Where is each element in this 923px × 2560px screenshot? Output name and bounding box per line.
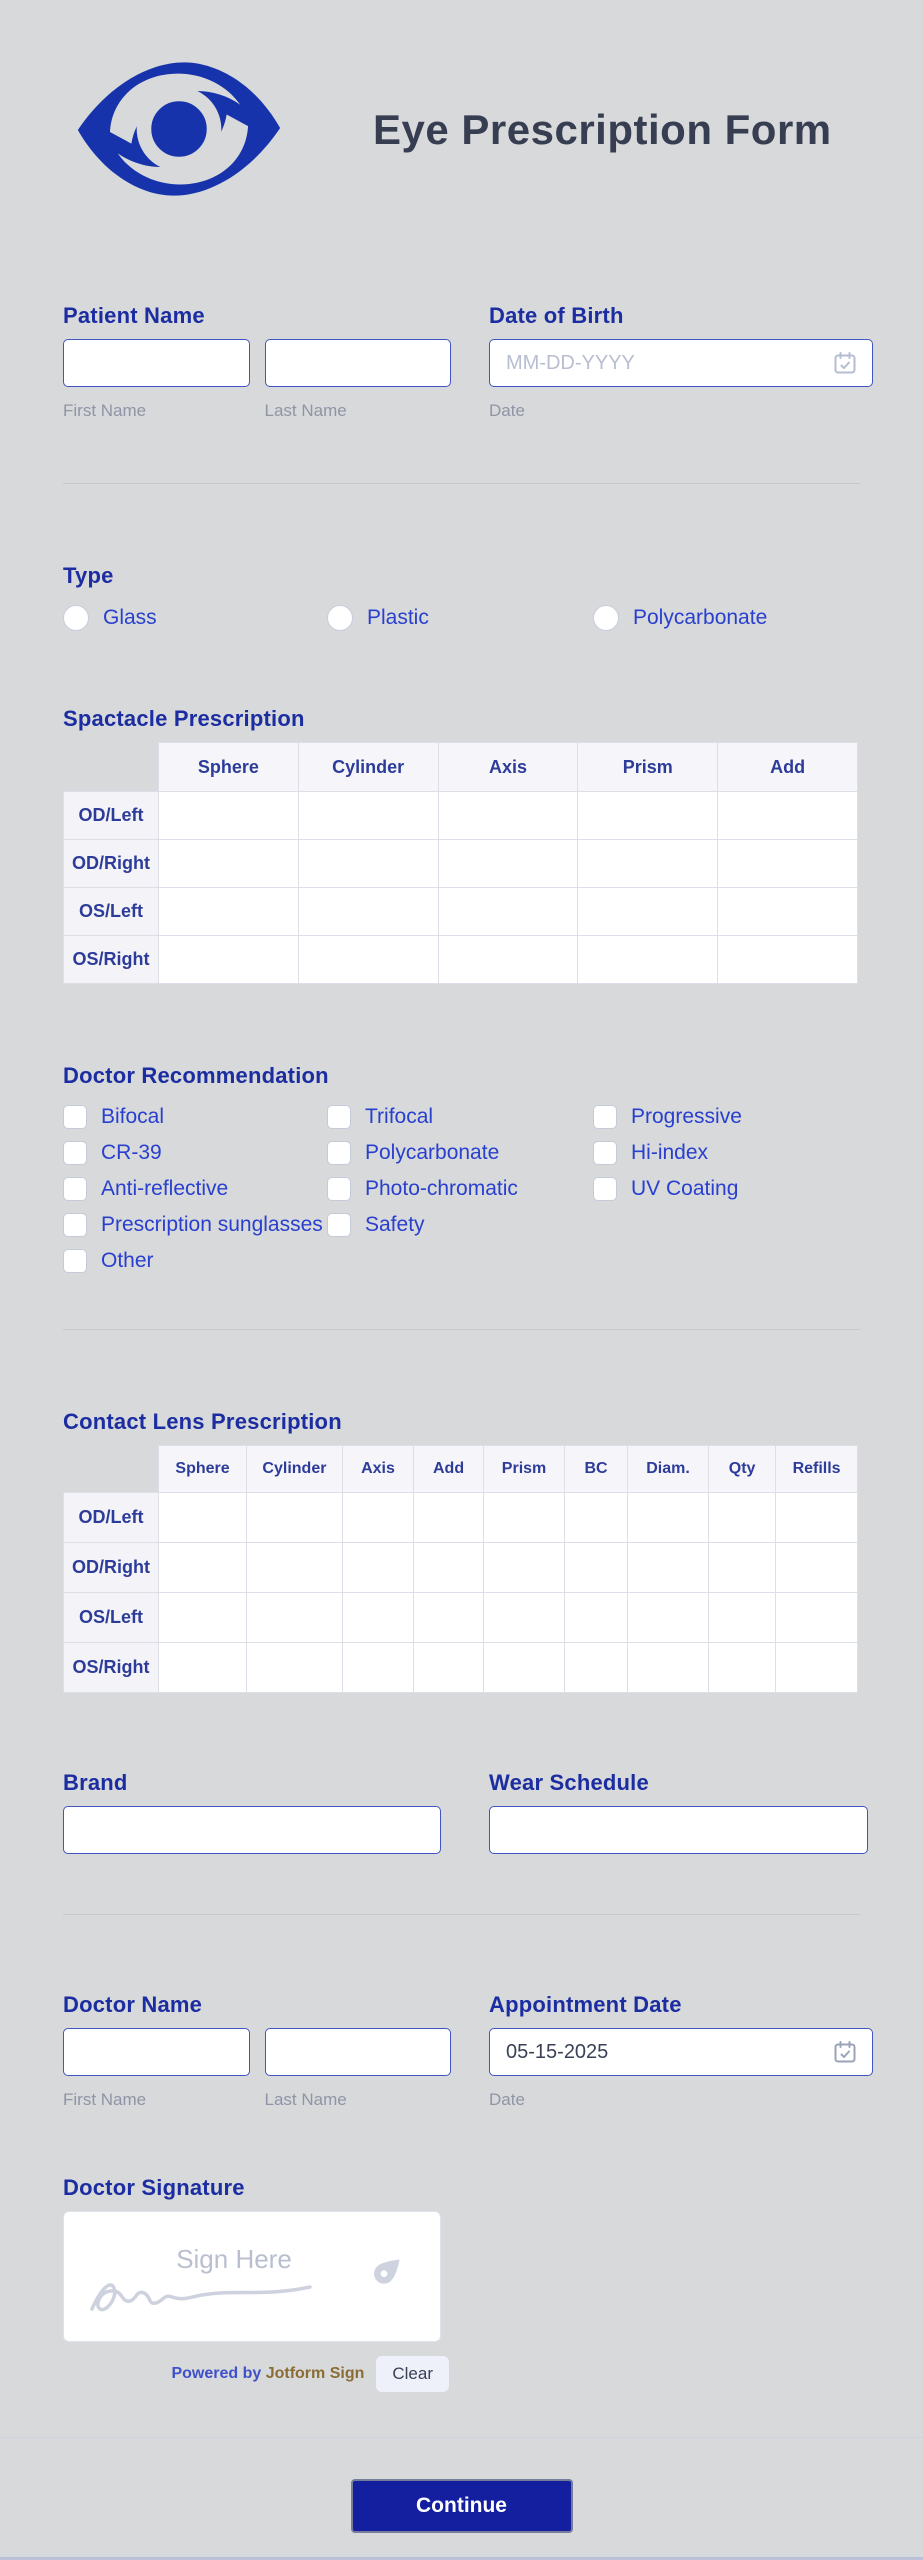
matrix-cell[interactable] (298, 888, 438, 936)
matrix-col-header: Add (414, 1446, 484, 1493)
first-name-sublabel: First Name (63, 401, 147, 420)
calendar-icon[interactable] (833, 2040, 857, 2064)
matrix-corner (64, 1446, 159, 1493)
matrix-cell[interactable] (709, 1643, 776, 1693)
matrix-cell[interactable] (565, 1493, 628, 1543)
type-options (63, 605, 873, 631)
matrix-cell[interactable] (247, 1643, 343, 1693)
matrix-cell[interactable] (438, 840, 578, 888)
form-footer (0, 2438, 923, 2533)
matrix-cell[interactable] (414, 1643, 484, 1693)
radio-icon[interactable] (63, 605, 89, 631)
matrix-col-header: Sphere (159, 743, 299, 792)
matrix-cell[interactable] (578, 888, 718, 936)
matrix-col-header: Refills (776, 1446, 858, 1493)
matrix-cell[interactable] (159, 936, 299, 984)
matrix-cell[interactable] (159, 1493, 247, 1543)
form-body (0, 303, 923, 2392)
checkbox-icon[interactable] (63, 1105, 87, 1129)
checkbox-icon[interactable] (327, 1105, 351, 1129)
doctor-recommendation-section (63, 1063, 873, 1273)
matrix-col-header: Axis (438, 743, 578, 792)
checkbox-icon[interactable] (63, 1141, 87, 1165)
checkbox-option-photo-chromatic[interactable] (327, 1177, 593, 1201)
date-of-birth-label: Date of Birth (489, 303, 624, 328)
matrix-col-header: Prism (578, 743, 718, 792)
matrix-row-header: OS/Left (64, 888, 159, 936)
brand-input[interactable] (63, 1806, 441, 1854)
matrix-row-header: OD/Right (64, 840, 159, 888)
matrix-cell[interactable] (578, 792, 718, 840)
matrix-cell[interactable] (578, 840, 718, 888)
matrix-cell[interactable] (342, 1643, 413, 1693)
date-of-birth-field (489, 303, 873, 421)
matrix-cell[interactable] (159, 1593, 247, 1643)
checkbox-option-uv-coating[interactable] (593, 1177, 873, 1201)
appointment-date-sublabel: Date (489, 2090, 525, 2109)
doctor-last-name-input[interactable] (265, 2028, 452, 2076)
page-title: Eye Prescription Form (373, 106, 832, 153)
matrix-cell[interactable] (438, 792, 578, 840)
matrix-cell[interactable] (627, 1643, 708, 1693)
checkbox-option-prescription-sunglasses[interactable] (63, 1213, 327, 1237)
radio-icon[interactable] (327, 605, 353, 631)
matrix-cell[interactable] (627, 1543, 708, 1593)
brand-field (63, 1770, 441, 1854)
matrix-cell[interactable] (298, 792, 438, 840)
matrix-col-header: Qty (709, 1446, 776, 1493)
type-field (63, 563, 873, 631)
matrix-row-header: OD/Left (64, 792, 159, 840)
matrix-cell[interactable] (718, 792, 858, 840)
matrix-cell[interactable] (718, 936, 858, 984)
checkbox-icon[interactable] (63, 1249, 87, 1273)
patient-first-name-input[interactable] (63, 339, 250, 387)
matrix-col-header: Add (718, 743, 858, 792)
checkbox-option-trifocal[interactable] (327, 1105, 593, 1129)
patient-name-label: Patient Name (63, 303, 205, 328)
patient-last-name-input[interactable] (265, 339, 452, 387)
matrix-row-header: OS/Left (64, 1593, 159, 1643)
matrix-cell[interactable] (578, 936, 718, 984)
contact-lens-prescription-section (63, 1409, 873, 1693)
eye-logo-icon (73, 49, 285, 211)
matrix-cell[interactable] (484, 1643, 565, 1693)
matrix-cell[interactable] (414, 1493, 484, 1543)
checkbox-icon[interactable] (593, 1105, 617, 1129)
brand-wear-row (63, 1770, 873, 1854)
matrix-cell[interactable] (414, 1593, 484, 1643)
matrix-cell[interactable] (627, 1593, 708, 1643)
matrix-cell[interactable] (159, 792, 299, 840)
matrix-cell[interactable] (484, 1593, 565, 1643)
contact-lens-matrix (63, 1445, 873, 1693)
matrix-cell[interactable] (247, 1493, 343, 1543)
option-label: Hi-index (631, 1141, 709, 1164)
matrix-cell[interactable] (484, 1543, 565, 1593)
matrix-cell[interactable] (298, 936, 438, 984)
recommendation-options (63, 1105, 873, 1273)
date-of-birth-input[interactable] (489, 339, 873, 387)
matrix-cell[interactable] (298, 840, 438, 888)
matrix-col-header: Cylinder (247, 1446, 343, 1493)
last-name-sublabel: Last Name (264, 401, 347, 420)
matrix-cell[interactable] (709, 1543, 776, 1593)
last-name-sublabel: Last Name (264, 2090, 347, 2109)
matrix-cell[interactable] (776, 1593, 858, 1643)
option-label: Photo-chromatic (365, 1177, 518, 1200)
signature-pad[interactable] (63, 2211, 441, 2342)
first-name-sublabel: First Name (63, 2090, 147, 2109)
section-divider (63, 1329, 860, 1330)
jotform-sign-brand: Jotform Sign (265, 2365, 365, 2382)
matrix-table (63, 742, 858, 984)
option-label: Polycarbonate (633, 606, 768, 629)
patient-dob-row (63, 303, 873, 421)
checkbox-option-anti-reflective[interactable] (63, 1177, 327, 1201)
matrix-cell[interactable] (342, 1593, 413, 1643)
checkbox-option-hi-index[interactable] (593, 1141, 873, 1165)
section-divider (63, 1914, 860, 1915)
checkbox-icon[interactable] (63, 1177, 87, 1201)
doctor-signature-label: Doctor Signature (63, 2175, 245, 2200)
option-label: Safety (365, 1213, 425, 1236)
spectacle-matrix (63, 742, 873, 984)
matrix-cell[interactable] (342, 1493, 413, 1543)
checkbox-option-bifocal[interactable] (63, 1105, 327, 1129)
doctor-name-label: Doctor Name (63, 1992, 203, 2017)
spectacle-prescription-label: Spactacle Prescription (63, 706, 305, 731)
appointment-date-field (489, 1992, 873, 2110)
matrix-row-header: OS/Right (64, 936, 159, 984)
matrix-cell[interactable] (565, 1643, 628, 1693)
matrix-cell[interactable] (709, 1493, 776, 1543)
form-header (0, 0, 923, 211)
wear-schedule-label: Wear Schedule (489, 1770, 649, 1795)
checkbox-option-cr-39[interactable] (63, 1141, 327, 1165)
continue-button[interactable]: Continue (351, 2479, 573, 2533)
matrix-cell[interactable] (342, 1543, 413, 1593)
wear-schedule-field (489, 1770, 868, 1854)
dob-sublabel: Date (489, 401, 525, 420)
option-label: CR-39 (101, 1141, 162, 1164)
checkbox-option-progressive[interactable] (593, 1105, 873, 1129)
matrix-col-header: Prism (484, 1446, 565, 1493)
matrix-cell[interactable] (247, 1543, 343, 1593)
option-label: Trifocal (365, 1105, 434, 1128)
doctor-recommendation-label: Doctor Recommendation (63, 1063, 329, 1088)
contact-lens-prescription-label: Contact Lens Prescription (63, 1409, 342, 1434)
matrix-cell[interactable] (159, 1643, 247, 1693)
doctor-appointment-row (63, 1992, 873, 2110)
matrix-col-header: Axis (342, 1446, 413, 1493)
checkbox-icon[interactable] (327, 1213, 351, 1237)
checkbox-icon[interactable] (593, 1141, 617, 1165)
matrix-cell[interactable] (159, 1543, 247, 1593)
powered-by-text (171, 2365, 364, 2383)
matrix-cell[interactable] (159, 888, 299, 936)
matrix-corner (64, 743, 159, 792)
matrix-cell[interactable] (776, 1493, 858, 1543)
checkbox-option-safety[interactable] (327, 1213, 593, 1237)
option-label: Prescription sunglasses (101, 1213, 323, 1236)
calendar-icon[interactable] (833, 351, 857, 375)
doctor-first-name-input[interactable] (63, 2028, 250, 2076)
radio-icon[interactable] (593, 605, 619, 631)
matrix-row-header: OS/Right (64, 1643, 159, 1693)
wear-schedule-input[interactable] (489, 1806, 868, 1854)
type-label: Type (63, 563, 114, 588)
radio-option-polycarbonate[interactable] (593, 605, 873, 631)
sign-here-placeholder: Sign Here (176, 2244, 292, 2274)
option-label: Glass (103, 606, 157, 629)
matrix-cell[interactable] (438, 936, 578, 984)
powered-by-label: Powered by (171, 2365, 262, 2382)
matrix-cell[interactable] (565, 1593, 628, 1643)
option-label: Bifocal (101, 1105, 165, 1128)
signature-squiggle (86, 2263, 396, 2325)
matrix-row-header: OD/Right (64, 1543, 159, 1593)
spectacle-prescription-section (63, 706, 873, 984)
matrix-cell[interactable] (776, 1543, 858, 1593)
matrix-cell[interactable] (159, 840, 299, 888)
signature-footer (63, 2356, 449, 2392)
option-label: Progressive (631, 1105, 742, 1128)
option-label: UV Coating (631, 1177, 739, 1200)
matrix-col-header: BC (565, 1446, 628, 1493)
matrix-cell[interactable] (565, 1543, 628, 1593)
matrix-cell[interactable] (776, 1643, 858, 1693)
matrix-cell[interactable] (627, 1493, 708, 1543)
matrix-cell[interactable] (414, 1543, 484, 1593)
checkbox-icon[interactable] (327, 1177, 351, 1201)
checkbox-icon[interactable] (593, 1177, 617, 1201)
matrix-col-header: Sphere (159, 1446, 247, 1493)
matrix-col-header: Diam. (627, 1446, 708, 1493)
checkbox-icon[interactable] (327, 1141, 351, 1165)
matrix-cell[interactable] (247, 1593, 343, 1643)
appointment-date-input[interactable] (489, 2028, 873, 2076)
matrix-col-header: Cylinder (298, 743, 438, 792)
matrix-cell[interactable] (718, 888, 858, 936)
checkbox-option-polycarbonate[interactable] (327, 1141, 593, 1165)
patient-name-field (63, 303, 451, 421)
option-label: Other (101, 1249, 154, 1272)
checkbox-icon[interactable] (63, 1213, 87, 1237)
radio-option-plastic[interactable] (327, 605, 593, 631)
matrix-cell[interactable] (438, 888, 578, 936)
matrix-cell[interactable] (484, 1493, 565, 1543)
brand-label: Brand (63, 1770, 128, 1795)
doctor-signature-section (63, 2175, 873, 2392)
matrix-table (63, 1445, 858, 1693)
option-label: Polycarbonate (365, 1141, 500, 1164)
clear-signature-button[interactable]: Clear (376, 2356, 449, 2392)
matrix-cell[interactable] (709, 1593, 776, 1643)
matrix-row-header: OD/Left (64, 1493, 159, 1543)
radio-option-glass[interactable] (63, 605, 327, 631)
appointment-date-label: Appointment Date (489, 1992, 682, 2017)
checkbox-option-other[interactable] (63, 1249, 327, 1273)
section-divider (63, 483, 860, 484)
matrix-cell[interactable] (718, 840, 858, 888)
option-label: Plastic (367, 606, 429, 629)
option-label: Anti-reflective (101, 1177, 229, 1200)
doctor-name-field (63, 1992, 451, 2110)
